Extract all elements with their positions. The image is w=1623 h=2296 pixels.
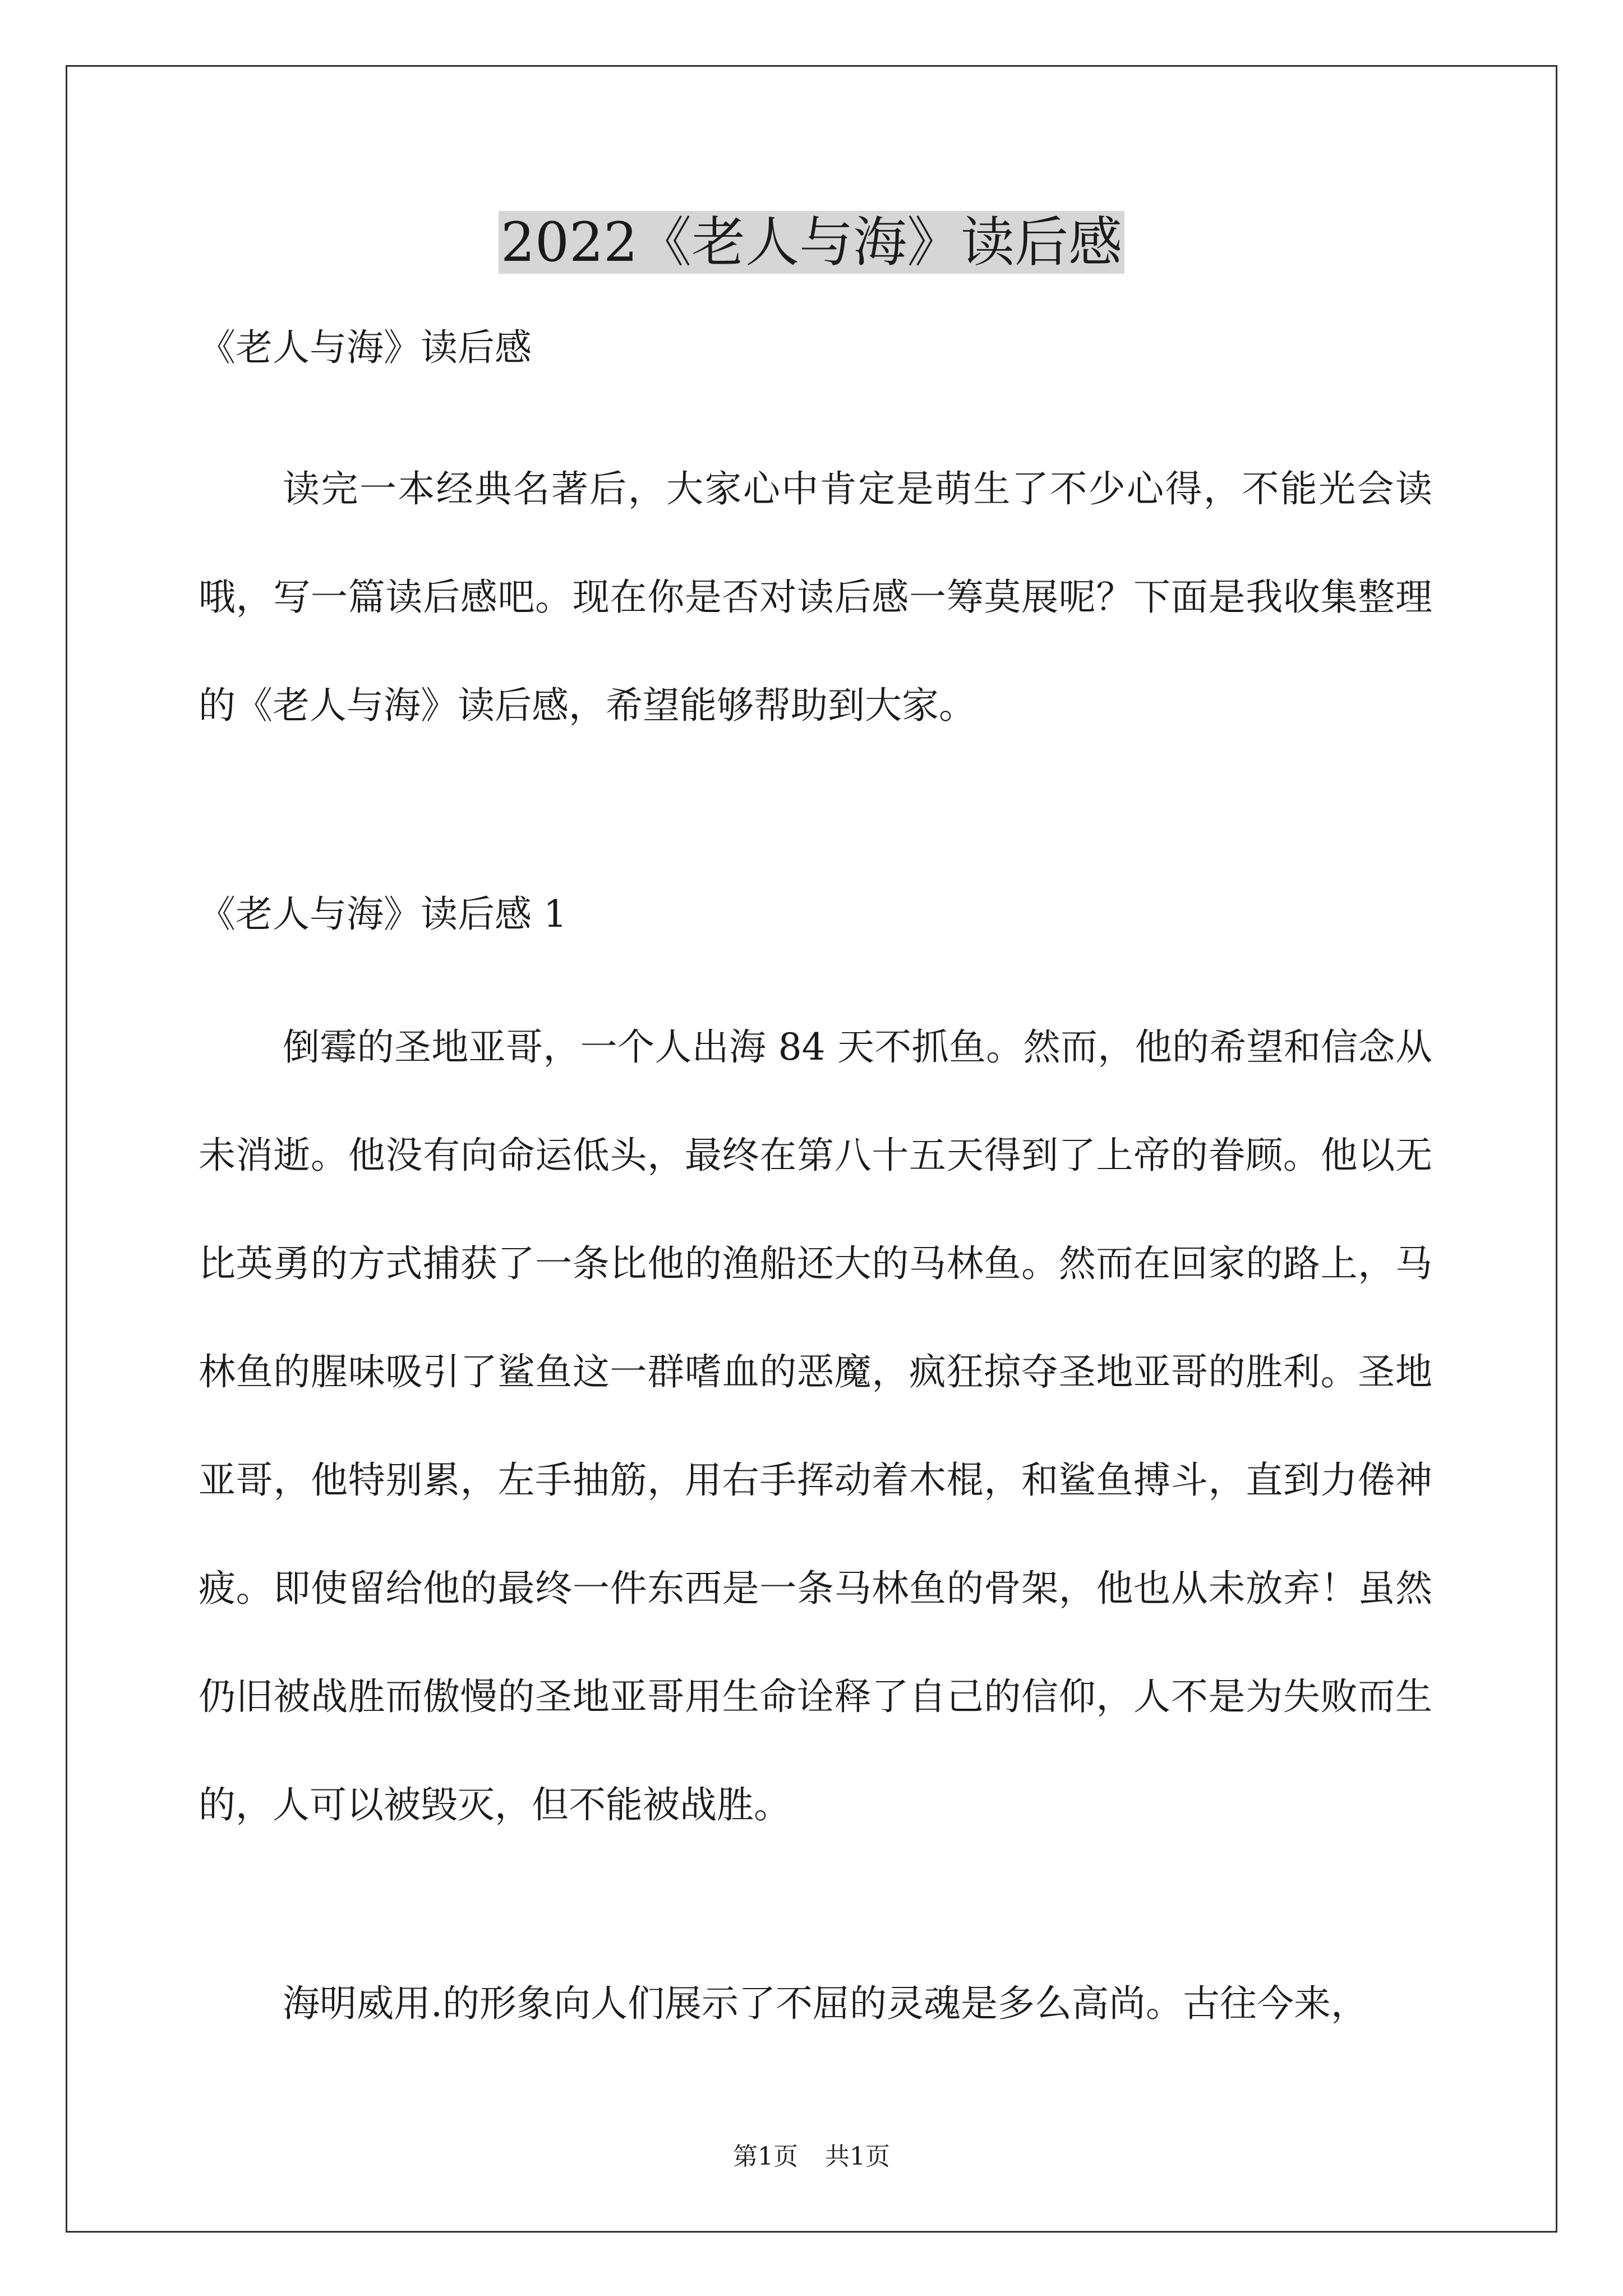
document-title <box>0 203 1623 282</box>
section-paragraph-1: 倒霉的圣地亚哥，一个人出海 84 天不抓鱼。然而，他的希望和信念从未消逝。他没有向命运低头，最终在第八十五天得到了上帝的眷顾。他以无比英勇的方式捕获了一条比他的渔船还大的马林鱼。然而在回家的路上，马林鱼的腥味吸引了鲨鱼这一群嗜血的恶魔，疯狂掠夺圣地亚哥的胜利。圣地亚哥，他特别累，左手抽筋，用右手挥动着木棍，和鲨鱼搏斗，直到力倦神疲。即使留给他的最终一件东西是一条马林鱼的骨架，他也从未放弃！虽然仍旧被战胜而傲慢的圣地亚哥用生命诠释了自己的信仰，人不是为失败而生的，人可以被毁灭，但不能被战胜。 <box>199 1025 1432 1826</box>
intro-heading: 《老人与海》读后感 <box>199 326 532 369</box>
section-paragraph-2: 海明威用.的形象向人们展示了不屈的灵魂是多么高尚。古往今来， <box>283 1982 1368 2025</box>
document-title-text: 2022《老人与海》读后感 <box>499 211 1124 274</box>
page-number: 第1页 <box>733 2142 798 2171</box>
section-heading: 《老人与海》读后感 1 <box>199 892 567 936</box>
intro-paragraph: 读完一本经典名著后，大家心中肯定是萌生了不少心得，不能光会读哦，写一篇读后感吧。现在你是否对读后感一筹莫展呢？下面是我收集整理的《老人与海》读后感，希望能够帮助到大家。 <box>199 467 1432 727</box>
page-total: 共1页 <box>825 2142 890 2171</box>
page-footer <box>0 2140 1623 2174</box>
